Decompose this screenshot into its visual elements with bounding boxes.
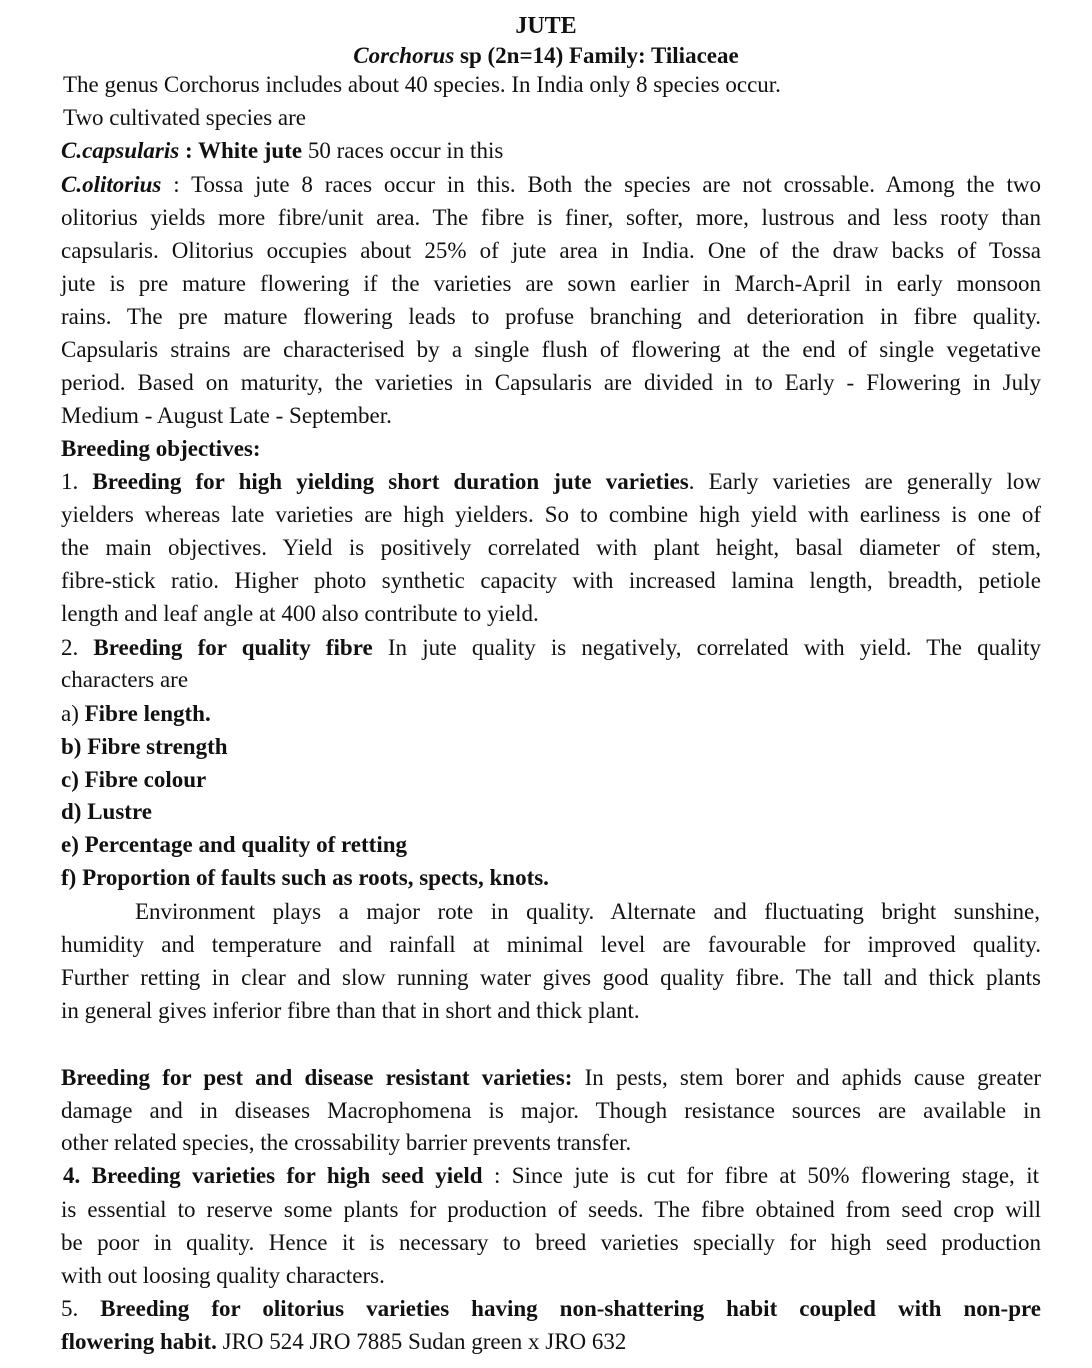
pest-line-3: other related species, the crossability barrier prevents transfer. xyxy=(61,1130,632,1155)
obj4-line-4: with out loosing quality characters. xyxy=(61,1263,385,1288)
environment-line-4: in general gives inferior fibre than that in short and thick plant. xyxy=(61,998,640,1023)
obj4-title: 4. Breeding varieties for high seed yield xyxy=(63,1163,483,1188)
environment-line-2: humidity and temperature and rainfall at minimal level are favourable for improved quality. xyxy=(61,932,1041,957)
pest-title: Breeding for pest and disease resistant varieties: xyxy=(61,1065,573,1090)
capsularis-name: C.capsularis xyxy=(61,138,180,163)
list-item-prefix: f) xyxy=(61,865,77,890)
list-item xyxy=(61,828,1041,861)
obj5-title-cont: flowering habit. xyxy=(61,1329,217,1354)
olitorius-line-2: olitorius yields more fibre/unit area. The fibre is finer, softer, more, lustrous and less rooty than xyxy=(61,205,1041,230)
obj1-number: 1. xyxy=(61,469,79,494)
list-item xyxy=(61,730,1041,763)
obj5-line-1 xyxy=(61,1292,1041,1325)
list-item-prefix: c) xyxy=(61,767,79,792)
list-item-text: Lustre xyxy=(81,799,152,824)
obj2-line-1 xyxy=(61,631,1041,664)
olitorius-line-7: period. Based on maturity, the varieties in Capsularis are divided in to Early - Flowering in July xyxy=(61,370,1041,395)
obj2-number: 2. xyxy=(61,635,79,660)
taxon-family: sp (2n=14) Family: Tiliaceae xyxy=(454,43,739,68)
obj2-line-2: characters are xyxy=(61,667,189,692)
obj4-line-2: is essential to reserve some plants for production of seeds. The fibre obtained from seed crop will xyxy=(61,1197,1041,1222)
obj1-line-2: yielders whereas late varieties are high yielders. So to combine high yield with earliness is one of xyxy=(61,502,1041,527)
pest-line-1 xyxy=(61,1061,1041,1094)
obj1-line-1 xyxy=(61,465,1041,498)
obj2-title: Breeding for quality fibre xyxy=(78,635,373,660)
list-item xyxy=(61,795,1041,828)
list-item-text: Proportion of faults such as roots, spects, knots. xyxy=(76,865,549,890)
obj5-varieties: JRO 524 JRO 7885 Sudan green x JRO 632 xyxy=(216,1329,627,1354)
list-item-prefix: d) xyxy=(61,799,82,824)
obj4-line-1-text: : Since jute is cut for fibre at 50% flowering stage, it xyxy=(482,1163,1039,1188)
title-text: JUTE xyxy=(515,13,577,39)
obj1-line-3: the main objectives. Yield is positively correlated with plant height, basal diameter of stem, xyxy=(61,535,1041,560)
list-item-prefix: b) xyxy=(61,734,82,759)
list-item-text: Percentage and quality of retting xyxy=(78,832,408,857)
list-item-text: Fibre colour xyxy=(78,767,207,792)
obj1-title: Breeding for high yielding short duration jute varieties xyxy=(78,469,689,494)
olitorius-line-8: Medium - August Late - September. xyxy=(61,403,392,428)
obj5-title: Breeding for olitorius varieties having non-shattering habit coupled with non-pre xyxy=(78,1296,1041,1321)
olitorius-line-3: capsularis. Olitorius occupies about 25% of jute area in India. One of the draw backs of Tossa xyxy=(61,238,1041,263)
capsularis-text: 50 races occur in this xyxy=(302,138,504,163)
capsularis-line xyxy=(61,134,1041,167)
olitorius-line-5: rains. The pre mature flowering leads to profuse branching and deterioration in fibre quality. xyxy=(61,304,1041,329)
list-item-prefix: a) xyxy=(61,701,79,726)
environment-line-3: Further retting in clear and slow running water gives good quality fibre. The tall and thick plants xyxy=(61,965,1041,990)
obj4-line-3: be poor in quality. Hence it is necessary to breed varieties specially for high seed production xyxy=(61,1230,1041,1255)
olitorius-name: C.olitorius xyxy=(61,172,162,197)
olitorius-line-1 xyxy=(61,168,1041,201)
objectives-heading-text: Breeding objectives: xyxy=(61,436,261,461)
pest-line-1-text: In pests, stem borer and aphids cause greater xyxy=(572,1065,1041,1090)
list-item xyxy=(61,763,1041,796)
obj5-number: 5. xyxy=(61,1296,79,1321)
list-item-prefix: e) xyxy=(61,832,79,857)
capsularis-label: : White jute xyxy=(179,138,303,163)
olitorius-line-1-text: : Tossa jute 8 races occur in this. Both the species are not crossable. Among the two xyxy=(161,172,1041,197)
list-item xyxy=(61,697,1041,730)
obj1-line-4: fibre-stick ratio. Higher photo synthetic capacity with increased lamina length, breadth, petiole xyxy=(61,568,1041,593)
obj1-line-1-text: . Early varieties are generally low xyxy=(688,469,1041,494)
environment-line-1: Environment plays a major rote in quality. Alternate and fluctuating bright sunshine, xyxy=(135,899,1040,924)
olitorius-line-6: Capsularis strains are characterised by a single flush of flowering at the end of single vegetative xyxy=(61,337,1041,362)
list-item-text: Fibre strength xyxy=(81,734,228,759)
obj5-line-2 xyxy=(61,1325,1041,1358)
intro-line-1: The genus Corchorus includes about 40 species. In India only 8 species occur. xyxy=(63,72,781,97)
obj4-line-1 xyxy=(63,1159,1039,1192)
list-item-text: Fibre length. xyxy=(78,701,211,726)
olitorius-line-4: jute is pre mature flowering if the varieties are sown earlier in March-April in early monsoon xyxy=(61,271,1041,296)
intro-line-2: Two cultivated species are xyxy=(63,105,306,130)
obj2-line-1-text: In jute quality is negatively, correlated with yield. The quality xyxy=(372,635,1042,660)
pest-line-2: damage and in diseases Macrophomena is major. Though resistance sources are available in xyxy=(61,1098,1041,1123)
list-item xyxy=(61,861,1041,894)
objectives-heading xyxy=(61,432,1041,465)
taxon-genus: Corchorus xyxy=(353,43,455,68)
obj1-line-5: length and leaf angle at 400 also contribute to yield. xyxy=(61,601,539,626)
